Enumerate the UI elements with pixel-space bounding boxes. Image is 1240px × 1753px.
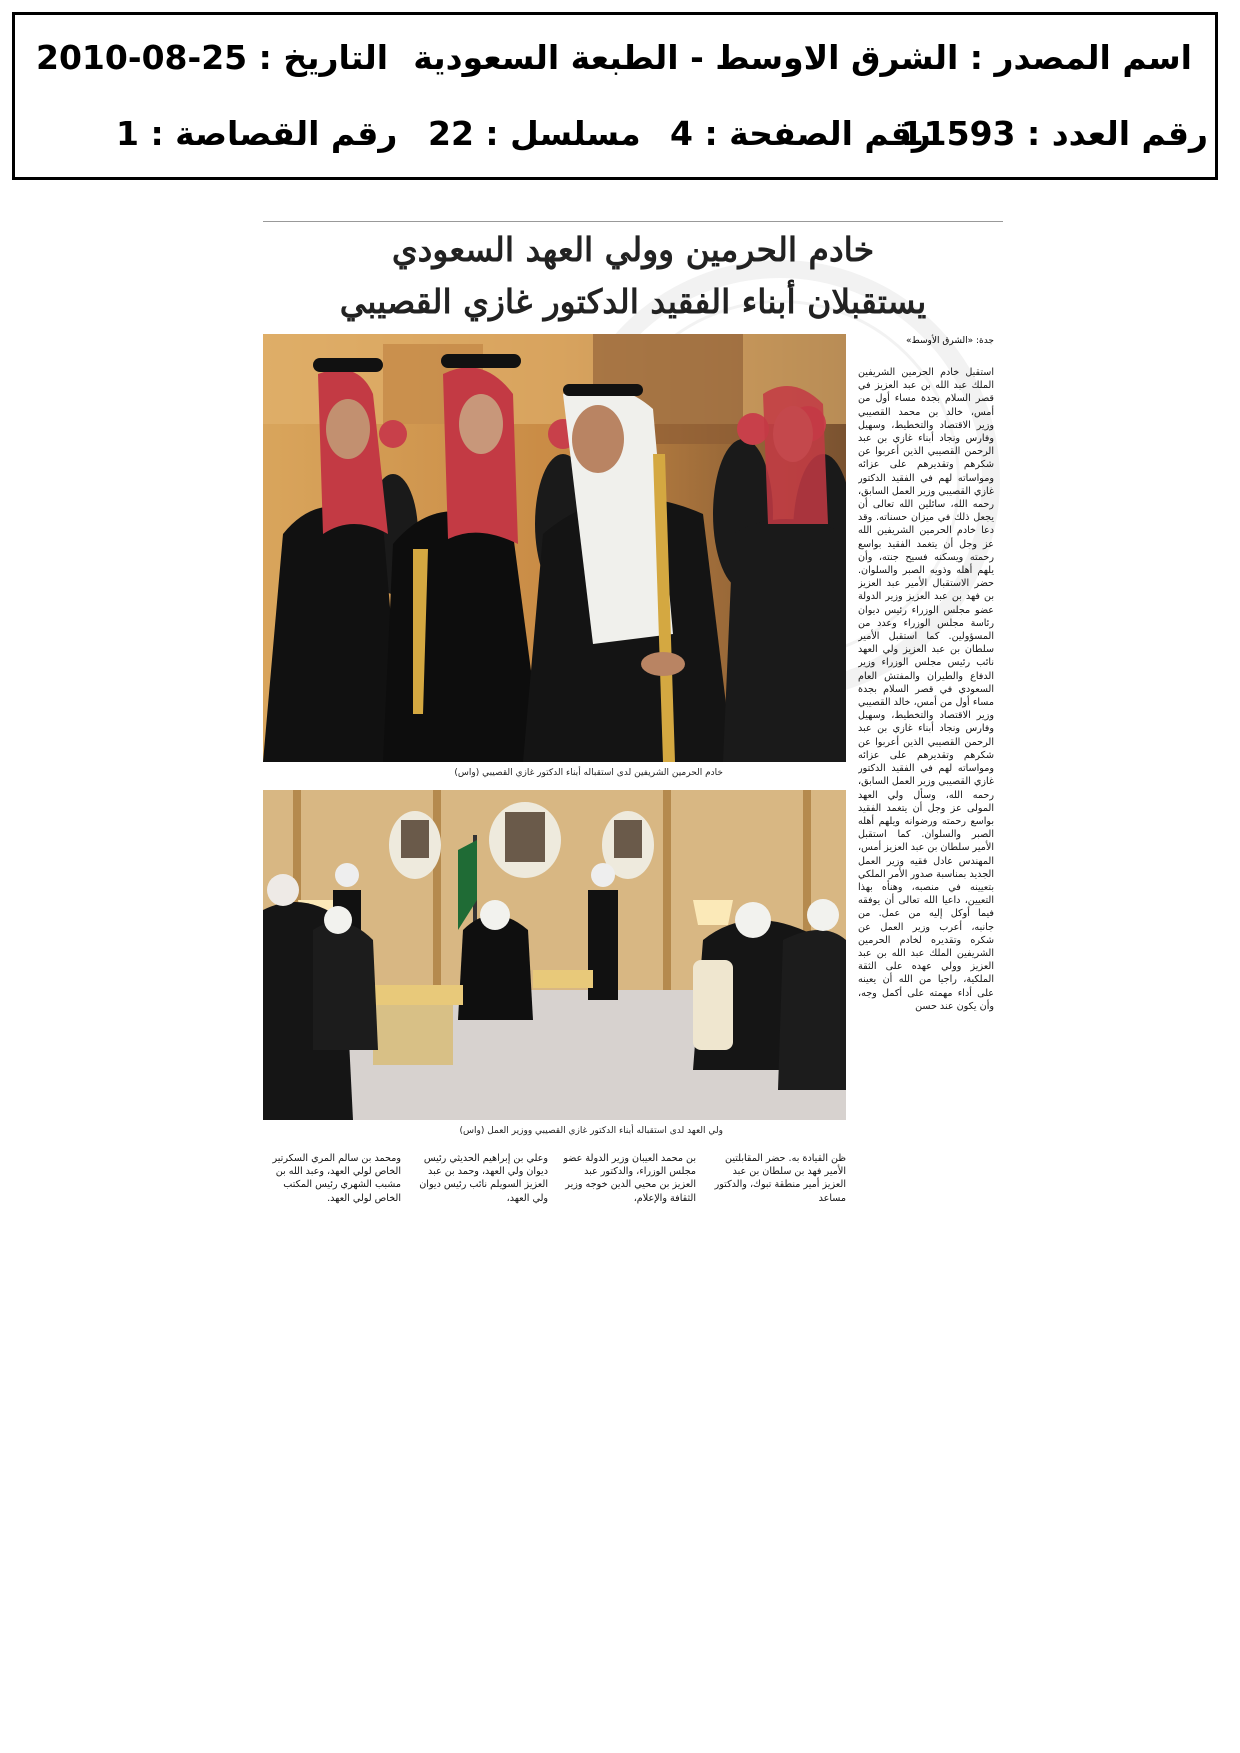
article-main-column: استقبل خادم الحرمين الشريفين الملك عبد الله بن عبد العزيز في قصر السلام بجدة مساء أول من أمس، خالد بن محمد القصيبي وزير الاقتصاد والتخطيط، وسهيل وفارس ونجاد أبناء غازي بن عبد الرحمن القصيبي الذين أعربوا عن شكرهم وتقديرهم على عزائه ومواساته لهم في الفقيد الدكتور غازي القصيبي وزير العمل السابق، رحمه الله، سائلين الله تعالى أن يجعل ذلك في ميزان حسناته. وقد دعا خادم الحرمين الشريفين الله عز وجل أن يتغمد الفقيد بواسع رحمته ويسكنه فسيح جنته، وأن يلهم أهله وذويه الصبر والسلوان. حضر الاستقبال الأمير عبد العزيز بن فهد بن عبد العزيز وزير الدولة عضو مجلس الوزراء رئيس ديوان رئاسة مجلس الوزراء وعدد من المسؤولين. كما استقبل الأمير سلطان بن عبد العزيز ولي العهد نائب رئيس مجلس الوزراء وزير الدفاع والطيران والمفتش العام السعودي في قصر السلام بجدة مساء أول من أمس، خالد القصيبي وزير الاقتصاد والتخطيط، وسهيل وفارس ونجاد أبناء غازي بن عبد الرحمن القصيبي الذين أعربوا عن شكرهم وتقديرهم على عزائه ومواساته لهم في الفقيد الدكتور غازي القصيبي وزير العمل السابق، رحمه الله، وسأل ولي العهد المولى عز وجل أن يتغمد الفقيد بواسع رحمته ورضوانه ويلهم أهله الصبر والسلوان. كما استقبل الأمير سلطان بن عبد العزيز أمس، المهندس عادل فقيه وزير العمل الجديد بمناسبة صدور الأمر الملكي بتعيينه في منصبه، وهنأه بهذا التعيين، داعيا الله تعالى أن يوفقه فيما أوكل إليه من عمل. من جانبه، أعرب وزير العمل عن شكره وتقديره لخادم الحرمين الشريفين الملك عبد الله بن عبد العزيز وولي عهده على الثقة الملكية، راجيا من الله أن يعينه على أداء مهمته على أكمل وجه، وأن يكون عند حسن [858,367,994,1012]
caption-photo-2: ولي العهد لدى استقباله أبناء الدكتور غازي القصيبي ووزير العمل (واس) [459,1126,723,1136]
caption-photo-1: خادم الحرمين الشريفين لدى استقباله أبناء الدكتور غازي القصيبي (واس) [454,768,723,778]
date-label: التاريخ : 25-08-2010 [36,38,389,77]
page-label: رقم الصفحة : 4 [670,114,931,153]
article-bottom-column-3: وعلي بن إبراهيم الحديثي رئيس ديوان ولي العهد، وحمد بن عبد العزيز السويلم نائب رئيس ديوان ولي العهد، [419,1153,548,1204]
issue-label: رقم العدد : 11593 [900,114,1208,153]
source-label: اسم المصدر : الشرق الاوسط - الطبعة السعودية [413,38,1192,77]
photo-king-reception [263,334,846,762]
headline-line-2: يستقبلان أبناء الفقيد الدكتور غازي القصيبي [339,282,927,321]
serial-label: مسلسل : 22 [428,114,641,153]
photo-crown-prince-reception [263,790,846,1120]
dateline: جدة: «الشرق الأوسط» [905,336,994,346]
article-bottom-column-1: ظن القيادة به. حضر المقابلتين الأمير فهد بن سلطان بن عبد العزيز أمير منطقة تبوك، والدكتور مساعد [714,1153,846,1204]
article-bottom-column-4: ومحمد بن سالم المري السكرتير الخاص لولي العهد، وعبد الله بن مشبب الشهري رئيس المكتب الخاص لولي العهد. [272,1153,401,1204]
headline-line-1: خادم الحرمين وولي العهد السعودي [391,230,875,269]
article-bottom-column-2: بن محمد العيبان وزير الدولة عضو مجلس الوزراء، والدكتور عبد العزيز بن محيي الدين خوجه وزير الثقافة والإعلام، [563,1153,696,1204]
top-rule [263,221,1003,222]
clip-label: رقم القصاصة : 1 [116,114,398,153]
